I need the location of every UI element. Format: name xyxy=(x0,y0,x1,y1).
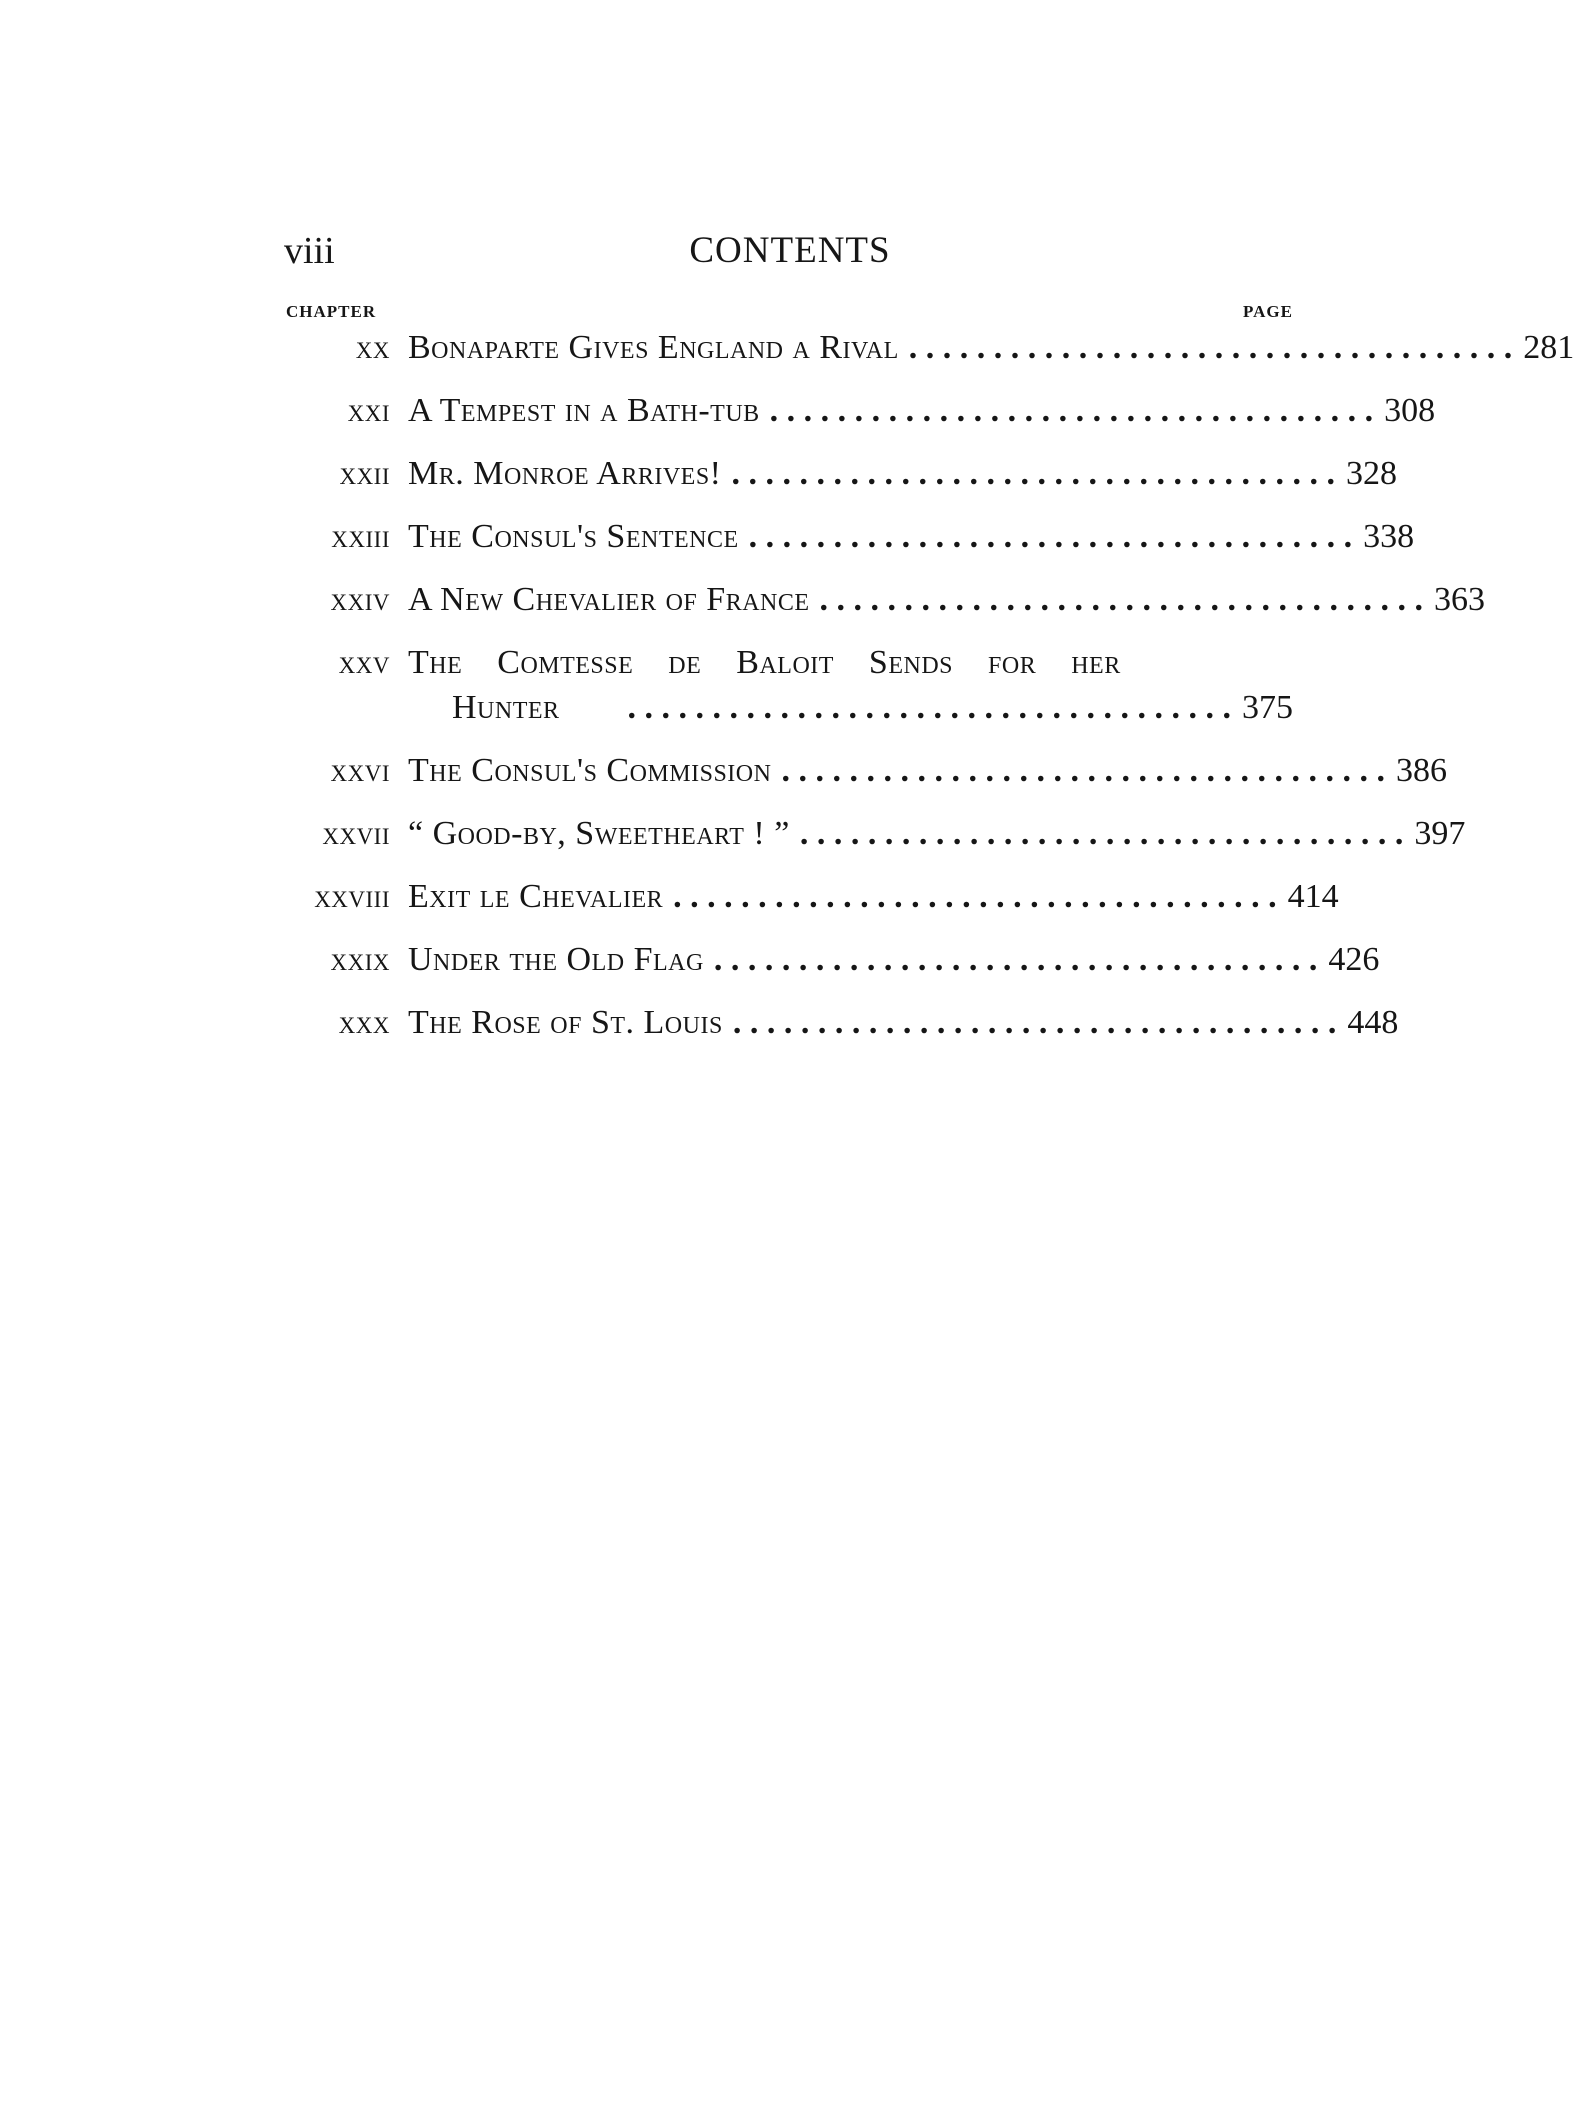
toc-line xyxy=(408,938,1380,982)
toc-line xyxy=(408,875,1339,919)
toc-line xyxy=(408,749,1447,793)
chapter-numeral: xxv xyxy=(338,645,390,681)
chapter-numeral: xxiii xyxy=(331,519,390,555)
chapter-numeral: xxiv xyxy=(330,582,390,618)
page-number: 338 xyxy=(1363,518,1415,555)
toc-line xyxy=(408,812,1466,856)
chapter-title: Mr. Monroe Arrives! xyxy=(408,455,722,492)
toc-line xyxy=(408,578,1486,622)
toc-line xyxy=(408,515,1415,559)
toc-line xyxy=(408,1001,1399,1045)
chapter-numeral: xxii xyxy=(339,456,390,492)
chapter-title: The Consul's Sentence xyxy=(408,518,739,555)
dot-leader: . . . . . . . . . . . . . . . . . . . . . . . . . . . . . . . . . . . . xyxy=(799,815,1404,852)
dot-leader: . . . . . . . . . . . . . . . . . . . . . . . . . . . . . . . . . . . . xyxy=(713,941,1318,978)
chapter-numeral: xx xyxy=(355,330,390,366)
chapter-column-heading: CHAPTER xyxy=(286,302,377,321)
page-number: 328 xyxy=(1345,455,1397,492)
page-number: 363 xyxy=(1434,581,1486,618)
chapter-numeral: xxix xyxy=(330,942,390,978)
dot-leader: . . . . . . . . . . . . . . . . . . . . . . . . . . . . . . . . . . . . xyxy=(731,455,1335,492)
dot-leader: . . . . . . . . . . . . . . . . . . . . . . . . . . . . . . . . . . . . xyxy=(781,752,1385,789)
chapter-numeral: xxviii xyxy=(314,879,390,915)
chapter-title: A Tempest in a Bath-tub xyxy=(408,392,760,429)
toc-line xyxy=(452,686,1293,730)
chapter-title-continuation: Hunter xyxy=(452,689,560,726)
toc-line xyxy=(408,326,1574,370)
page-number: 426 xyxy=(1328,941,1380,978)
page-number: 308 xyxy=(1384,392,1436,429)
page-title: CONTENTS xyxy=(689,230,891,271)
page-number: 386 xyxy=(1395,752,1447,789)
dot-leader: . . . . . . . . . . . . . . . . . . . . . . . . . . . . . . . . . . . . xyxy=(819,581,1424,618)
page-number: 414 xyxy=(1287,878,1339,915)
page-number: 397 xyxy=(1414,815,1466,852)
dot-leader: . . . . . . . . . . . . . . . . . . . . . . . . . . . . . . . . . . . . xyxy=(908,329,1513,366)
page-folio: viii xyxy=(284,230,335,272)
toc-line xyxy=(408,389,1436,433)
chapter-numeral: xxi xyxy=(347,393,390,429)
page-column-heading: PAGE xyxy=(1243,302,1293,321)
chapter-numeral: xxvii xyxy=(322,816,390,852)
chapter-title: The Comtesse de Baloit Sends for her xyxy=(408,644,1121,681)
page-number: 375 xyxy=(1242,689,1293,726)
dot-leader: . . . . . . . . . . . . . . . . . . . . . . . . . . . . . . . . . . . . xyxy=(673,878,1277,915)
chapter-numeral: xxx xyxy=(338,1005,390,1041)
dot-leader: . . . . . . . . . . . . . . . . . . . . . . . . . . . . . . . . . . . . xyxy=(769,392,1374,429)
chapter-title: The Rose of St. Louis xyxy=(408,1004,723,1041)
dot-leader: . . . . . . . . . . . . . . . . . . . . . . . . . . . . . . . . . . . . xyxy=(748,518,1353,555)
page-number: 448 xyxy=(1347,1004,1399,1041)
toc-line xyxy=(408,641,1218,685)
dot-leader: . . . . . . . . . . . . . . . . . . . . . . . . . . . . . . . . . . . . xyxy=(732,1004,1337,1041)
chapter-title: Under the Old Flag xyxy=(408,941,704,978)
chapter-title: Exit le Chevalier xyxy=(408,878,664,915)
chapter-title: Bonaparte Gives England a Rival xyxy=(408,329,899,366)
chapter-numeral: xxvi xyxy=(330,753,390,789)
chapter-title: The Consul's Commission xyxy=(408,752,772,789)
dot-leader: . . . . . . . . . . . . . . . . . . . . . . . . . . . . . . . . . . . . xyxy=(627,689,1231,726)
toc-line xyxy=(408,452,1397,496)
chapter-title: A New Chevalier of France xyxy=(408,581,810,618)
chapter-title: “ Good-by, Sweetheart ! ” xyxy=(408,815,790,852)
page-number: 281 xyxy=(1523,329,1574,366)
